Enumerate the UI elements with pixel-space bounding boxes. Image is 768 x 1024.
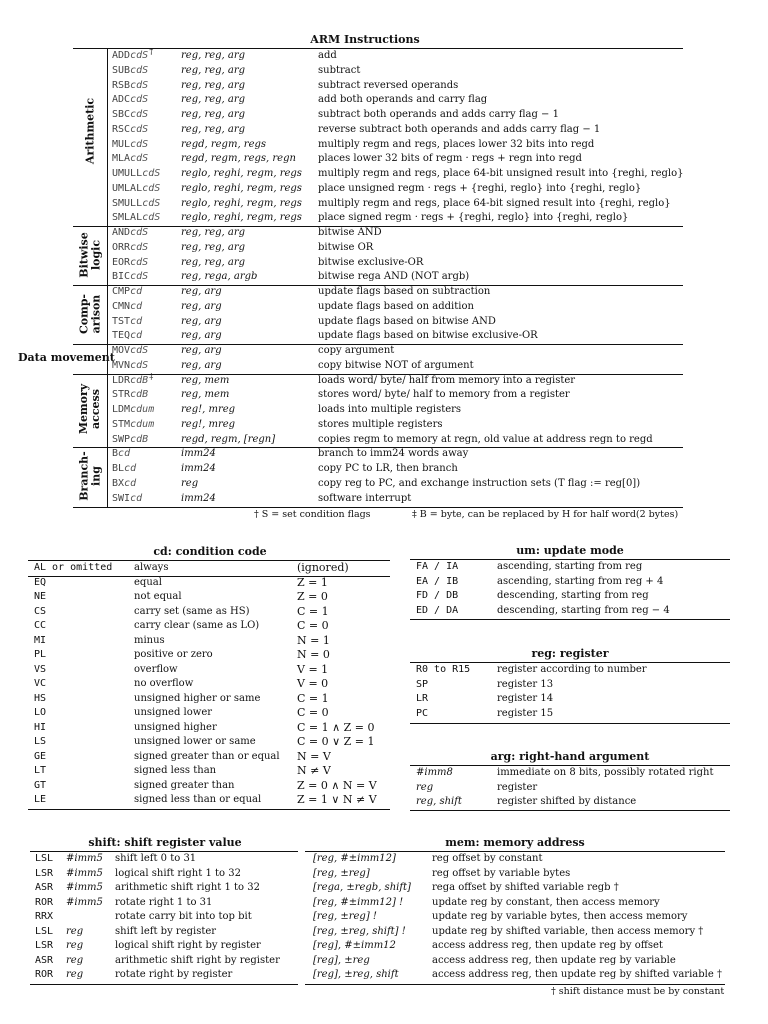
instruction-description: update flags based on subtraction: [318, 286, 491, 297]
instruction-description: multiply regm and regs, places lower 32 bits into regd: [318, 138, 595, 150]
instruction-description: places lower 32 bits of regm · regs + regn into regd: [318, 153, 582, 165]
instruction-mnemonic: ADC: [112, 94, 131, 106]
shift-meaning: logical shift right by register: [115, 940, 261, 951]
condition-meaning: signed greater than: [134, 779, 235, 791]
instruction-operands: reg, rega, argb: [181, 271, 258, 283]
condition-code: LE: [34, 794, 47, 805]
condition-meaning: overflow: [134, 663, 178, 675]
memory-address-form: [rega, ±regb, shift]: [313, 882, 411, 893]
condition-flags: V = 0: [297, 677, 329, 690]
shift-amount: #imm5: [66, 896, 103, 908]
instruction-operands: reg, mem: [181, 389, 230, 401]
instruction-condition-suffix: cdS: [130, 153, 149, 165]
update-mode-code: ED / DA: [416, 604, 459, 616]
category-label: Branch-ing: [77, 451, 102, 501]
instruction-condition-suffix: cdS: [130, 94, 149, 106]
instruction-description: add: [318, 50, 337, 61]
memory-address-form: [reg, ±reg]: [313, 867, 370, 879]
argument-meaning: immediate on 8 bits, possibly rotated right: [497, 767, 714, 778]
instruction-condition-suffix: cdS: [130, 109, 149, 120]
instruction-operands: reg, arg: [181, 286, 222, 297]
instruction-mnemonic: MLA: [112, 153, 131, 165]
instruction-operands: imm24: [181, 463, 216, 474]
instruction-mnemonic: BIC: [112, 271, 131, 283]
instruction-mnemonic: AND: [112, 227, 131, 238]
instruction-mnemonic: LDR: [112, 374, 131, 386]
instruction-operands: reg, arg: [181, 300, 222, 312]
um-table-title: um: update mode: [516, 544, 624, 557]
instruction-mnemonic: STR: [112, 389, 131, 401]
reg-table-title: reg: register: [531, 647, 609, 660]
update-mode-meaning: ascending, starting from reg: [497, 561, 643, 572]
instruction-condition-suffix: cdum: [130, 418, 155, 430]
condition-meaning: unsigned higher or same: [134, 692, 261, 704]
condition-flags: C = 1: [297, 604, 329, 618]
argument-form: reg: [416, 781, 434, 793]
instruction-condition-suffix: cdS: [130, 256, 149, 268]
instruction-operands: reg, reg, arg: [181, 123, 246, 135]
condition-meaning: unsigned lower: [134, 707, 213, 718]
instruction-operands: reg!, mreg: [181, 418, 236, 430]
shift-operation: LSR: [35, 867, 54, 879]
shift-amount: #imm5: [66, 867, 103, 879]
instruction-condition-suffix: cdS: [130, 79, 149, 91]
instruction-description: subtract: [318, 64, 361, 76]
shift-operation: LSL: [35, 853, 54, 864]
instruction-mnemonic: BL: [112, 463, 125, 474]
instruction-description: copy PC to LR, then branch: [318, 463, 458, 474]
arm-footnote-b-byte: ‡ B = byte, can be replaced by H for half word(2 bytes): [412, 509, 679, 521]
condition-code: LO: [34, 707, 47, 718]
condition-flags: V = 1: [297, 662, 329, 676]
instruction-operands: reg, reg, arg: [181, 109, 246, 120]
condition-flags: C = 1 ∧ Z = 0: [297, 720, 375, 734]
instruction-description: bitwise OR: [318, 241, 374, 253]
cd-header-rule: [28, 576, 390, 577]
condition-code: GE: [34, 750, 47, 762]
instruction-mnemonic: TEQ: [112, 330, 131, 342]
instruction-mnemonic: SUB: [112, 64, 131, 76]
instruction-description: update flags based on bitwise AND: [318, 315, 496, 327]
instruction-description: reverse subtract both operands and adds carry flag − 1: [318, 123, 601, 135]
instruction-description: bitwise rega AND (NOT argb): [318, 271, 470, 283]
condition-code: MI: [34, 634, 47, 646]
instruction-description: place signed regm · regs + {reghi, reglo} into {reghi, reglo}: [318, 212, 629, 224]
condition-code: CC: [34, 620, 47, 631]
instruction-description: subtract reversed operands: [318, 79, 459, 91]
category-label: Arithmetic: [83, 97, 96, 164]
instruction-mnemonic: B: [112, 448, 119, 460]
update-mode-meaning: descending, starting from reg − 4: [497, 604, 670, 616]
instruction-mnemonic: BX: [112, 477, 125, 489]
condition-flags: C = 0: [297, 619, 329, 632]
argument-meaning: register: [497, 781, 538, 793]
memory-address-meaning: update reg by variable bytes, then access memory: [432, 911, 688, 922]
register-name: SP: [416, 678, 429, 690]
instruction-mnemonic: RSB: [112, 79, 131, 91]
shift-operation: LSL: [35, 925, 54, 937]
condition-flags: C = 0 ∨ Z = 1: [297, 735, 375, 748]
shift-operation: LSR: [35, 940, 54, 951]
condition-meaning: unsigned higher: [134, 721, 217, 733]
instruction-condition-suffix: cd: [118, 448, 131, 460]
instruction-description: multiply regm and regs, place 64-bit signed result into {reghi, reglo}: [318, 197, 671, 209]
instruction-operands: reg: [181, 477, 199, 489]
shift-meaning: arithmetic shift right by register: [115, 954, 280, 966]
shift-operation: ROR: [35, 969, 54, 980]
memory-address-meaning: access address reg, then update reg by variable: [432, 954, 676, 966]
instruction-condition-suffix: cdS: [130, 271, 149, 283]
category-column-rule: [107, 49, 108, 507]
condition-flags: C = 1: [297, 691, 329, 705]
shift-amount: reg: [66, 940, 84, 951]
register-meaning: register 14: [497, 693, 554, 704]
instruction-description: loads word/ byte/ half from memory into a register: [318, 374, 576, 386]
condition-code: LS: [34, 736, 47, 747]
instruction-condition-suffix: cdS: [130, 359, 149, 371]
instruction-mnemonic: SMLAL: [112, 212, 143, 224]
instruction-operands: imm24: [181, 448, 216, 460]
instruction-condition-suffix: cdS: [142, 168, 161, 179]
shift-operation: RRX: [35, 911, 54, 922]
category-label: Data movement: [18, 350, 115, 364]
arm-table-top-rule: [73, 48, 683, 49]
memory-address-form: [reg, #±imm12]: [313, 853, 396, 864]
footnote-marker: †: [149, 47, 154, 56]
condition-meaning: no overflow: [134, 678, 194, 689]
condition-flags: Z = 1: [297, 575, 328, 589]
shift-amount: reg: [66, 969, 84, 980]
shift-amount: #imm5: [66, 853, 103, 864]
category-label: Comp-arison: [77, 293, 102, 334]
shift-operation: ASR: [35, 882, 54, 893]
condition-flags: Z = 0 ∧ N = V: [297, 778, 377, 792]
condition-code: HS: [34, 692, 47, 704]
instruction-mnemonic: UMULL: [112, 168, 143, 179]
instruction-operands: reglo, reghi, regm, regs: [181, 182, 302, 194]
instruction-description: branch to imm24 words away: [318, 448, 469, 460]
instruction-mnemonic: SMULL: [112, 197, 143, 209]
instruction-operands: reg, arg: [181, 330, 222, 342]
register-name: LR: [416, 693, 429, 704]
condition-code: EQ: [34, 576, 47, 588]
instruction-operands: regd, regm, regs, regn: [181, 153, 296, 165]
condition-meaning: equal: [134, 576, 162, 588]
instruction-description: copies regm to memory at regn, old value at address regn to regd: [318, 433, 653, 445]
shift-meaning: shift left 0 to 31: [115, 853, 197, 864]
update-mode-code: FA / IA: [416, 561, 459, 572]
condition-flags: C = 0: [297, 706, 329, 719]
instruction-mnemonic: MOV: [112, 345, 131, 356]
condition-code: VS: [34, 663, 47, 675]
reg-table-bottom-rule: [410, 723, 730, 724]
instruction-description: software interrupt: [318, 492, 412, 504]
argument-form: reg, shift: [416, 796, 462, 807]
condition-flags: N ≠ V: [297, 764, 331, 777]
instruction-mnemonic: MVN: [112, 359, 131, 371]
instruction-description: update flags based on addition: [318, 300, 474, 312]
instruction-mnemonic: RSC: [112, 123, 131, 135]
condition-flags: (ignored): [297, 561, 349, 574]
instruction-operands: regd, regm, regs: [181, 138, 267, 150]
instruction-operands: reglo, reghi, regm, regs: [181, 168, 302, 179]
instruction-mnemonic: SBC: [112, 109, 131, 120]
arm-table-title: ARM Instructions: [310, 33, 420, 46]
instruction-operands: imm24: [181, 492, 216, 504]
register-name: R0 to R15: [416, 664, 471, 675]
instruction-description: bitwise AND: [318, 227, 382, 238]
condition-meaning: always: [134, 562, 169, 573]
instruction-condition-suffix: cdS: [142, 212, 161, 224]
instruction-description: subtract both operands and adds carry flag − 1: [318, 109, 559, 120]
instruction-condition-suffix: cd: [130, 330, 143, 342]
memory-address-meaning: reg offset by constant: [432, 853, 543, 864]
shift-meaning: arithmetic shift right 1 to 32: [115, 882, 260, 893]
condition-code: VC: [34, 678, 47, 689]
footnote-marker: ‡: [149, 371, 154, 381]
memory-address-meaning: reg offset by variable bytes: [432, 867, 571, 879]
register-meaning: register 15: [497, 707, 554, 719]
instruction-condition-suffix: cdum: [130, 404, 155, 415]
condition-meaning: signed less than or equal: [134, 794, 262, 805]
shift-operation: ROR: [35, 896, 54, 908]
instruction-mnemonic: STM: [112, 418, 131, 430]
instruction-mnemonic: CMP: [112, 286, 131, 297]
category-label: Bitwise logic: [77, 231, 102, 278]
instruction-condition-suffix: cd: [130, 315, 143, 327]
cd-table-bottom-rule: [28, 809, 390, 810]
instruction-description: place unsigned regm · regs + {reghi, reglo} into {reghi, reglo}: [318, 182, 642, 194]
memory-address-meaning: access address reg, then update reg by offset: [432, 940, 663, 951]
instruction-operands: reg, reg, arg: [181, 227, 246, 238]
memory-address-form: [reg], ±reg, shift: [313, 969, 399, 980]
memory-address-meaning: update reg by constant, then access memory: [432, 896, 660, 908]
shift-table-title: shift: shift register value: [88, 836, 242, 849]
shift-amount: reg: [66, 925, 84, 937]
condition-code: AL or omitted: [34, 562, 113, 573]
arm-footnote-s-flag: † S = set condition flags: [254, 509, 371, 521]
memory-address-form: [reg, #±imm12] !: [313, 896, 404, 908]
condition-code: PL: [34, 649, 47, 660]
mem-table-bottom-rule: [305, 984, 725, 985]
memory-address-form: [reg, ±reg] !: [313, 911, 377, 922]
instruction-description: update flags based on bitwise exclusive-OR: [318, 330, 538, 342]
instruction-condition-suffix: cdS: [130, 227, 149, 238]
register-name: PC: [416, 707, 429, 719]
instruction-condition-suffix: cdS: [142, 197, 161, 209]
instruction-mnemonic: CMN: [112, 300, 131, 312]
instruction-operands: reglo, reghi, regm, regs: [181, 212, 302, 224]
instruction-operands: reg, reg, arg: [181, 256, 246, 268]
instruction-description: stores multiple registers: [318, 418, 443, 430]
shift-meaning: rotate right 1 to 31: [115, 896, 213, 908]
condition-meaning: unsigned lower or same: [134, 736, 256, 747]
instruction-description: multiply regm and regs, place 64-bit unsigned result into {reghi, reglo}: [318, 168, 684, 179]
condition-code: NE: [34, 591, 47, 602]
instruction-condition-suffix: cdS: [130, 50, 149, 61]
update-mode-meaning: ascending, starting from reg + 4: [497, 575, 664, 587]
instruction-operands: reg, reg, arg: [181, 50, 246, 61]
memory-address-form: [reg], ±reg: [313, 954, 370, 966]
instruction-condition-suffix: cdS: [130, 345, 149, 356]
instruction-mnemonic: SWI: [112, 492, 131, 504]
instruction-operands: reg, reg, arg: [181, 79, 246, 91]
instruction-condition-suffix: cd: [130, 492, 143, 504]
shift-table-bottom-rule: [30, 984, 298, 985]
instruction-description: copy bitwise NOT of argument: [318, 359, 474, 371]
condition-code: LT: [34, 765, 47, 776]
shift-operation: ASR: [35, 954, 54, 966]
um-table-bottom-rule: [410, 619, 730, 620]
instruction-condition-suffix: cd: [124, 477, 137, 489]
update-mode-code: FD / DB: [416, 590, 459, 601]
instruction-operands: reg, reg, arg: [181, 241, 246, 253]
instruction-description: add both operands and carry flag: [318, 94, 488, 106]
shift-amount: reg: [66, 954, 84, 966]
register-meaning: register 13: [497, 678, 554, 690]
instruction-condition-suffix: cdS: [130, 138, 149, 150]
condition-meaning: positive or zero: [134, 649, 213, 660]
instruction-mnemonic: SWP: [112, 433, 131, 445]
shift-meaning: shift left by register: [115, 925, 217, 937]
condition-flags: N = V: [297, 749, 331, 763]
instruction-condition-suffix: cdS: [130, 64, 149, 76]
memory-address-form: [reg], #±imm12: [313, 940, 396, 951]
instruction-operands: reg, arg: [181, 359, 222, 371]
instruction-condition-suffix: cdB: [130, 374, 149, 386]
instruction-condition-suffix: cd: [130, 300, 143, 312]
instruction-mnemonic: ADD: [112, 50, 131, 61]
instruction-description: copy argument: [318, 345, 395, 356]
memory-address-form: [reg, ±reg, shift] !: [313, 925, 406, 937]
cd-table-title: cd: condition code: [153, 545, 267, 558]
update-mode-meaning: descending, starting from reg: [497, 590, 649, 601]
condition-flags: N = 0: [297, 648, 330, 661]
shift-meaning: logical shift right 1 to 32: [115, 867, 241, 879]
arm-table-bottom-rule: [73, 507, 683, 508]
category-label: Memory access: [77, 384, 102, 435]
instruction-mnemonic: TST: [112, 315, 131, 327]
instruction-mnemonic: ORR: [112, 241, 131, 253]
mem-footnote: † shift distance must be by constant: [551, 986, 725, 997]
instruction-operands: reglo, reghi, regm, regs: [181, 197, 302, 209]
instruction-operands: reg, arg: [181, 315, 222, 327]
instruction-condition-suffix: cd: [124, 463, 137, 474]
instruction-operands: reg!, mreg: [181, 404, 236, 415]
instruction-description: stores word/ byte/ half to memory from a register: [318, 389, 570, 401]
memory-address-meaning: rega offset by shifted variable regb †: [432, 882, 619, 893]
condition-code: HI: [34, 721, 47, 733]
condition-meaning: signed greater than or equal: [134, 750, 280, 762]
instruction-description: loads into multiple registers: [318, 404, 462, 415]
arg-table-bottom-rule: [410, 810, 730, 811]
shift-meaning: rotate carry bit into top bit: [115, 911, 252, 922]
instruction-description: bitwise exclusive-OR: [318, 256, 424, 268]
condition-code: GT: [34, 779, 47, 791]
instruction-operands: reg, reg, arg: [181, 94, 246, 106]
instruction-operands: reg, reg, arg: [181, 64, 246, 76]
instruction-condition-suffix: cd: [130, 286, 143, 297]
instruction-mnemonic: UMLAL: [112, 182, 143, 194]
memory-address-meaning: update reg by shifted variable, then access memory †: [432, 925, 704, 937]
instruction-mnemonic: EOR: [112, 256, 131, 268]
instruction-operands: reg, arg: [181, 345, 222, 356]
instruction-condition-suffix: cdS: [130, 241, 149, 253]
condition-code: CS: [34, 605, 47, 617]
memory-address-meaning: access address reg, then update reg by shifted variable †: [432, 969, 722, 980]
shift-amount: #imm5: [66, 882, 103, 893]
condition-flags: Z = 0: [297, 590, 328, 603]
condition-meaning: signed less than: [134, 765, 217, 776]
instruction-condition-suffix: cdS: [130, 123, 149, 135]
condition-flags: N = 1: [297, 633, 330, 647]
instruction-condition-suffix: cdB: [130, 433, 149, 445]
instruction-condition-suffix: cdB: [130, 389, 149, 401]
argument-form: #imm8: [416, 767, 453, 778]
instruction-description: copy reg to PC, and exchange instruction sets (T flag := reg[0]): [318, 477, 641, 489]
mem-table-title: mem: memory address: [445, 836, 585, 849]
register-meaning: register according to number: [497, 664, 647, 675]
condition-meaning: carry clear (same as LO): [134, 620, 260, 631]
condition-flags: Z = 1 ∨ N ≠ V: [297, 793, 377, 806]
instruction-operands: regd, regm, [regn]: [181, 433, 276, 445]
shift-meaning: rotate right by register: [115, 969, 233, 980]
condition-meaning: not equal: [134, 591, 182, 602]
instruction-operands: reg, mem: [181, 374, 230, 386]
update-mode-code: EA / IB: [416, 575, 459, 587]
instruction-mnemonic: MUL: [112, 138, 131, 150]
condition-meaning: minus: [134, 634, 165, 646]
instruction-condition-suffix: cdS: [142, 182, 161, 194]
argument-meaning: register shifted by distance: [497, 796, 637, 807]
arg-table-title: arg: right-hand argument: [490, 750, 650, 763]
condition-meaning: carry set (same as HS): [134, 605, 250, 617]
instruction-mnemonic: LDM: [112, 404, 131, 415]
